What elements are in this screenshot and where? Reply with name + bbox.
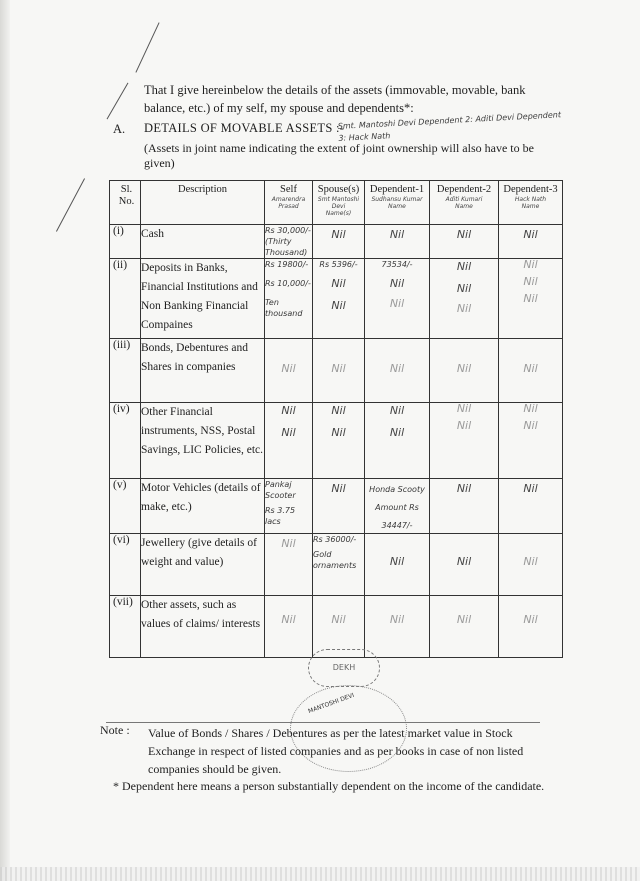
cell-dependent-2: Nil Nil [430,403,499,479]
pen-mark [107,83,129,120]
cell-dependent-1: Nil [365,225,430,259]
cell-spouse: Nil [313,596,365,658]
stamp: DEKH [308,649,380,687]
cell-self: Rs 19800/- Rs 10,000/- Ten thousand [265,259,313,339]
cell-dependent-1: 73534/- Nil Nil [365,259,430,339]
cell-dependent-1: Nil [365,534,430,596]
pen-mark [135,22,159,72]
cell-spouse: Nil [313,339,365,403]
row-description: Other assets, such as values of claims/ interests [141,596,265,658]
cell-dependent-1: Honda Scooty Amount Rs 34447/- [365,479,430,534]
header-description: Description [141,181,265,225]
cell-spouse: Nil [313,479,365,534]
row-sl: (vi) [110,534,141,596]
note-divider [106,722,540,723]
cell-self: Nil [265,596,313,658]
header-self-hand: Amarendra Prasad [271,196,306,210]
cell-self: Pankaj Scooter Rs 3.75 lacs [265,479,313,534]
table-header-row [110,181,563,225]
row-description: Jewellery (give details of weight and value) [141,534,265,596]
header-spouse: Spouse(s) Smt Mantoshi Devi Name(s) [313,181,365,225]
scan-edge [0,0,10,881]
cell-dependent-2: Nil [430,339,499,403]
row-description: Motor Vehicles (details of make, etc.) [141,479,265,534]
cell-dependent-3: Nil [499,534,563,596]
row-sl: (i) [110,225,141,259]
row-description: Other Financial instruments, NSS, Postal Savings, LIC Policies, etc. [141,403,265,479]
section-handwritten-note: Smt. Mantoshi Devi Dependent 2: Aditi Devi Dependent 3: Hack Nath [337,110,562,143]
cell-dependent-2: Nil [430,225,499,259]
cell-spouse: Nil [313,225,365,259]
header-dependent-1: Dependent-1 Sudhansu Kumar Name [365,181,430,225]
table-row [110,479,563,534]
cell-dependent-3: Nil [499,479,563,534]
header-self: Self Amarendra Prasad [265,181,313,225]
movable-assets-table [109,180,563,658]
row-sl: (iv) [110,403,141,479]
cell-dependent-2: Nil [430,534,499,596]
row-sl: (vii) [110,596,141,658]
table-row [110,259,563,339]
cell-dependent-1: Nil [365,339,430,403]
cell-self: Nil [265,534,313,596]
row-sl: (ii) [110,259,141,339]
section-letter: A. [113,122,126,136]
header-sl: Sl. No. [110,181,141,225]
table-row [110,339,563,403]
cell-self: Nil Nil [265,403,313,479]
cell-dependent-3: Nil Nil [499,403,563,479]
cell-spouse: Nil Nil [313,403,365,479]
cell-dependent-1: Nil [365,596,430,658]
cell-dependent-2: Nil [430,479,499,534]
scan-bottom-edge [0,867,640,881]
pen-mark [56,178,85,231]
row-sl: (v) [110,479,141,534]
cell-dependent-1: Nil Nil [365,403,430,479]
official-seal: MANTOSHI DEVI [290,685,407,772]
row-description: Deposits in Banks, Financial Institutions and Non Banking Financial Compaines [141,259,265,339]
cell-spouse: Rs 36000/- Gold ornaments [313,534,365,596]
cell-dependent-3: Nil [499,225,563,259]
note-label: Note : [100,723,130,737]
row-sl: (iii) [110,339,141,403]
header-spouse-hand: Smt Mantoshi Devi [317,196,360,210]
footnote: * Dependent here means a person substantially dependent on the income of the candidate. [113,779,545,793]
cell-dependent-3: Nil [499,339,563,403]
section-subnote: (Assets in joint name indicating the extent of joint ownership will also have to be given) [144,141,534,170]
row-description: Cash [141,225,265,259]
table-row [110,403,563,479]
cell-dependent-3: Nil Nil Nil [499,259,563,339]
section-title: DETAILS OF MOVABLE ASSETS :- [144,121,345,135]
cell-self: Nil [265,339,313,403]
cell-dependent-3: Nil [499,596,563,658]
intro-paragraph: That I give hereinbelow the details of the assets (immovable, movable, bank balance, etc.) of my self, my spouse and dependents*: [144,83,526,115]
header-dependent-3: Dependent-3 Hack Nath Name [499,181,563,225]
table-row [110,534,563,596]
cell-dependent-2: Nil [430,596,499,658]
cell-spouse: Rs 5396/- Nil Nil [313,259,365,339]
header-dependent-2: Dependent-2 Aditi Kumari Name [430,181,499,225]
row-description: Bonds, Debentures and Shares in companies [141,339,265,403]
cell-dependent-2: Nil Nil Nil [430,259,499,339]
cell-self: Rs 30,000/- (Thirty Thousand) [265,226,311,257]
table-row [110,225,563,259]
note-text: Value of Bonds / Shares / Debentures as per the latest market value in Stock Exchange in respect of listed companies and as per books in case of non listed companies should be given. [148,726,524,776]
